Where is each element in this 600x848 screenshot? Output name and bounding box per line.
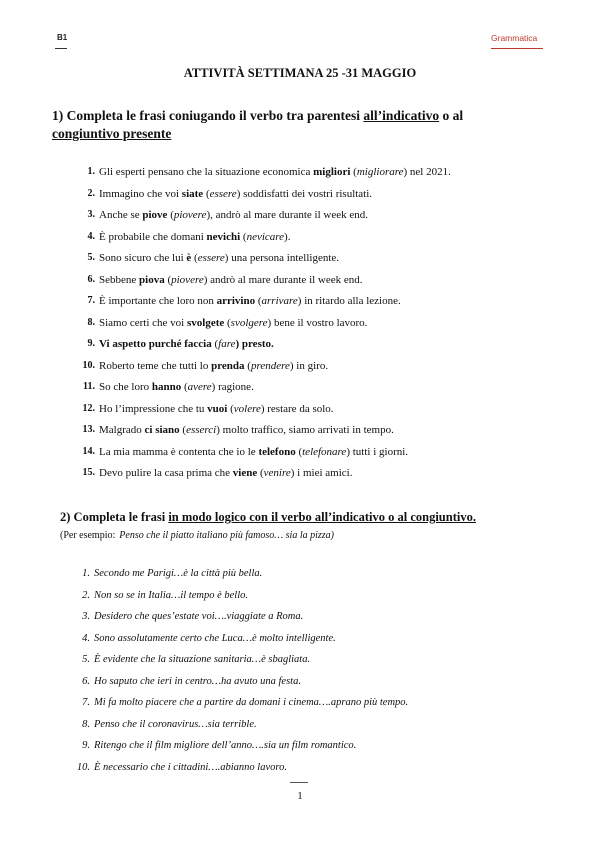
exercise2-example [60,530,334,541]
item-paren-open: ( [227,402,234,415]
item-text-end: ) presto. [235,338,274,350]
page-title: ATTIVITÀ SETTIMANA 25 -31 MAGGIO [183,66,417,80]
exercise1-item [82,467,353,479]
exercise2-heading [60,510,476,525]
item-paren-open: ( [255,295,262,307]
item-infinitive: essere [209,187,237,200]
item-text: Siamo certi che voi [99,316,187,329]
exercise2-item [82,718,257,730]
item-text: Immagino che voi [99,187,182,200]
item-infinitive: telefonare [302,445,347,458]
exercise1-heading-pre: 1) Completa le frasi coniugando il verbo tra parentesi [52,108,364,123]
item-text: Penso che il coronavirus…sia terrible. [94,718,257,730]
exercise1-item [82,402,334,415]
item-number: 13. [82,424,95,435]
item-paren-open: ( [164,273,172,286]
item-text-end: ) i miei amici. [290,467,353,479]
exercise2-item [82,568,263,579]
exercise1-item [87,166,451,178]
item-text: Malgrado [99,424,145,436]
item-text: Non so se in Italia…il tempo è bello. [94,589,248,601]
item-text-end: ) in giro. [289,359,329,372]
item-text-end: ) andrò al mare durante il week end. [203,273,363,286]
item-text: Ho saputo che ieri in centro…ha avuto una festa. [94,675,301,687]
item-number: 7. [82,697,90,708]
header-level: B1 [57,33,68,42]
item-paren-open: ( [295,445,303,458]
item-verb: è [186,252,192,264]
item-verb: piova [139,273,165,286]
header-right-rule [491,48,543,49]
item-number: 8. [82,718,90,730]
item-text-end: ), andrò al mare durante il week end. [206,209,369,221]
exercise1-item [87,230,291,243]
item-text-end: ) tutti i giorni. [346,445,409,458]
item-infinitive: piovere [171,273,204,286]
item-text: Mi fa molto piacere che a partire da domani i cinema….aprano più tempo. [94,697,409,708]
item-number: 6. [87,273,95,285]
item-text-end: ) bene il vostro lavoro. [267,316,368,329]
item-infinitive: avere [187,381,212,393]
exercise1-item [87,273,363,286]
item-infinitive: fare [218,338,236,350]
item-text-end: ) restare da solo. [260,402,334,415]
item-infinitive: svolgere [230,316,268,329]
exercise1-item [87,338,274,350]
item-paren-open: ( [224,316,231,329]
item-paren-open: ( [244,359,251,372]
item-paren-open: ( [211,338,219,350]
item-verb: telefono [258,445,296,458]
exercise2-item [82,632,336,644]
item-text: Desidero che ques’estate voi….viaggiate a Roma. [94,611,304,622]
exercise1-item [87,187,373,200]
item-text-end: ) in ritardo alla lezione. [297,295,401,307]
item-number: 11. [83,381,95,392]
item-number: 2. [87,187,95,199]
item-paren-open: ( [350,166,357,178]
exercise2-item [82,697,409,708]
item-verb: nevichi [206,230,241,243]
item-paren-open: ( [167,209,174,221]
item-text-end: ) ragione. [211,381,254,393]
item-number: 4. [82,632,90,644]
item-number: 2. [82,589,90,601]
header-left-rule [55,48,67,49]
item-number: 7. [87,295,95,306]
exercise1-heading [52,107,547,143]
item-number: 4. [87,230,95,242]
item-paren-open: ( [203,187,210,200]
exercise1-item [83,381,254,393]
item-number: 9. [87,338,95,349]
item-infinitive: arrivare [261,295,298,307]
item-text: Sono assolutamente certo che Luca…è molto intelligente. [94,632,336,644]
page-number: 1 [297,790,303,802]
item-number: 15. [82,467,95,478]
item-text: So che loro [99,381,152,393]
item-text: Roberto teme che tutti lo [99,359,212,372]
item-infinitive: migliorare [356,166,404,178]
item-number: 8. [87,316,95,328]
exercise1-item [87,252,340,264]
exercise2-item [82,740,357,751]
item-infinitive: piovere [173,209,207,221]
item-verb: arrivino [216,295,256,307]
example-text: Penso che il piatto italiano più famoso… sia la pizza) [119,530,334,541]
exercise1-item [82,359,329,372]
item-verb: piove [142,209,168,221]
item-text: È necessario che i cittadini….abianno lavoro. [94,761,287,773]
item-text-end: ) molto traffico, siamo arrivati in tempo. [216,424,394,436]
exercise2-item [76,761,287,773]
item-paren-open: ( [240,230,247,243]
item-verb: vuoi [207,402,228,415]
item-verb: ci siano [144,424,180,436]
exercise1-item [87,316,368,329]
item-infinitive: essere [197,252,225,264]
exercise1-heading-underline-1: all’indicativo [363,108,440,123]
item-text: Sebbene [99,273,140,286]
item-number: 10. [82,359,95,371]
item-number: 9. [82,740,90,751]
exercise2-heading-underline: in modo logico con il verbo all’indicativo o al congiuntivo. [168,510,476,524]
item-text: È probabile che domani [99,230,207,243]
item-number: 1. [87,166,95,177]
exercise1-item [87,295,401,307]
item-text-end: ). [284,230,291,243]
item-verb: hanno [151,381,182,393]
item-number: 14. [82,445,95,457]
item-text: La mia mamma è contenta che io le [99,445,259,458]
item-verb: migliori [313,166,351,178]
item-infinitive: prendere [250,359,290,372]
exercise1-item [87,209,369,221]
item-number: 6. [82,675,90,687]
item-number: 10. [76,761,90,773]
item-infinitive: volere [233,402,261,415]
item-number: 3. [82,611,90,622]
item-paren-open: ( [181,381,188,393]
item-paren-open: ( [257,467,264,479]
item-verb: svolgete [186,316,225,329]
item-text: Secondo me Parigi…è la città più bella. [94,568,263,579]
item-infinitive: nevicare [246,230,285,243]
exercise1-heading-underline-2: congiuntivo presente [52,126,172,141]
item-text-end: ) soddisfatti dei vostri risultati. [236,187,373,200]
item-text: È importante che loro non [99,295,217,307]
item-number: 3. [87,209,95,220]
item-infinitive: esserci [186,424,217,436]
item-text: Vi aspetto purché [99,338,185,350]
item-text: Ho l’impressione che tu [99,402,208,415]
exercise1-heading-mid: o al [439,108,464,123]
item-text: Ritengo che il film migliore dell’anno….sia un film romantico. [94,740,357,751]
item-number: 5. [82,654,90,665]
item-verb: prenda [211,359,245,372]
item-paren-open: ( [179,424,187,436]
item-text-end: ) nel 2021. [403,166,451,178]
header-section: Grammatica [491,33,538,43]
exercise2-item [82,675,301,687]
item-text: Sono sicuro che lui [99,252,187,264]
exercise1-item [82,424,394,436]
item-verb: siate [181,187,204,200]
item-text: È evidente che la situazione sanitaria…è sbagliata. [94,654,311,665]
exercise2-heading-pre: 2) Completa le frasi [60,510,169,524]
item-verb: viene [232,467,258,479]
item-number: 5. [87,252,95,263]
item-text: Gli esperti pensano che la situazione economica [99,166,314,178]
item-text: Anche se [99,209,143,221]
footer-rule [290,782,308,783]
item-number: 1. [82,568,90,579]
example-label: (Per esempio: [60,530,116,541]
item-number: 12. [82,402,95,414]
item-verb: faccia [184,338,212,350]
exercise2-item [82,611,304,622]
exercise2-item [82,654,311,665]
exercise1-item [82,445,409,458]
item-text-end: ) una persona intelligente. [224,252,340,264]
item-paren-open: ( [191,252,198,264]
item-infinitive: venire [263,467,291,479]
exercise2-item [82,589,248,601]
item-text: Devo pulire la casa prima che [99,467,233,479]
